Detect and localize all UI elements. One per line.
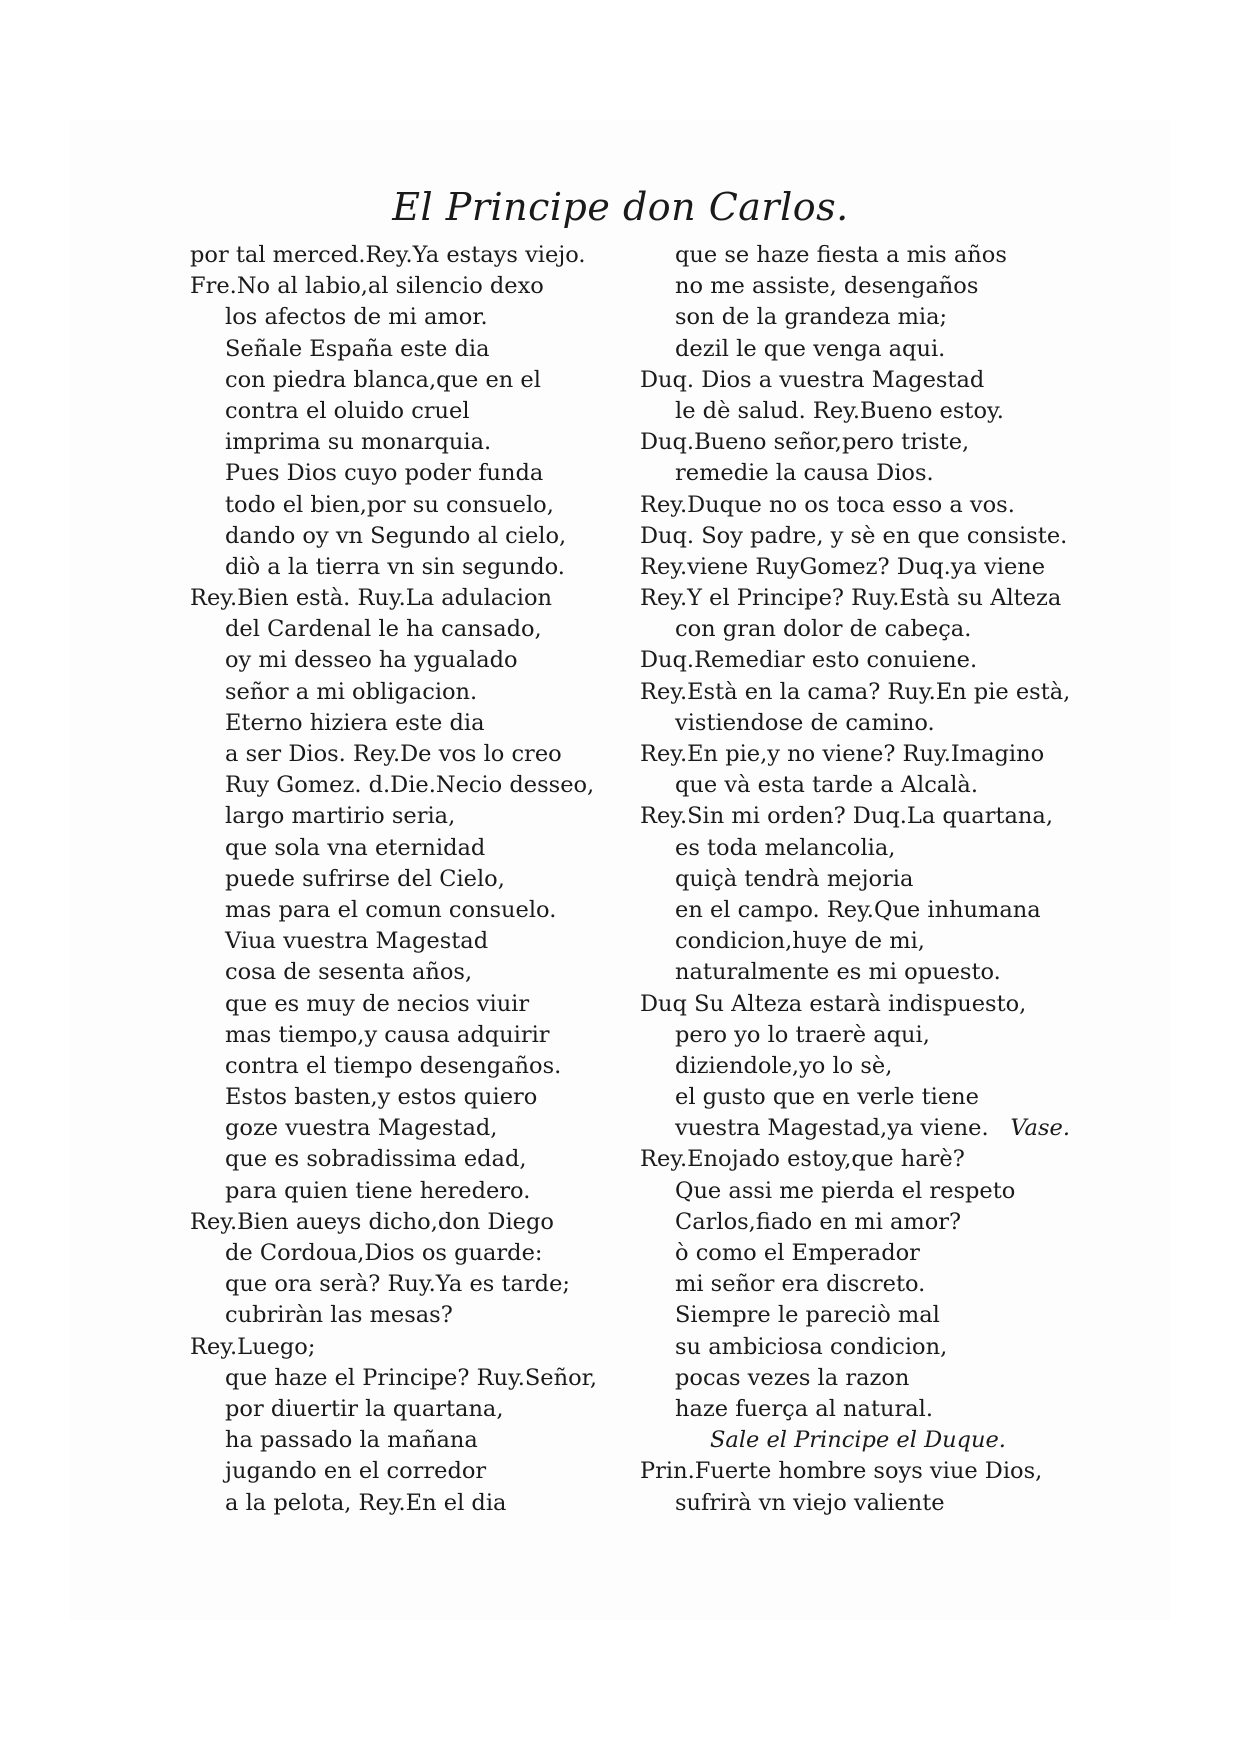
verse-text: Pues Dios cuyo poder funda: [225, 460, 544, 487]
verse-text: Sale el Principe el Duque.: [710, 1427, 1006, 1454]
verse-text: Prin.Fuerte hombre soys viue Dios,: [640, 1458, 1043, 1485]
verse-line: [190, 1394, 620, 1425]
verse-line: [640, 490, 1070, 521]
verse-text: por tal merced.Rey.Ya estays viejo.: [190, 242, 586, 268]
verse-text: naturalmente es mi opuesto.: [675, 959, 1001, 986]
verse-line: [190, 302, 620, 333]
verse-line: [190, 334, 620, 365]
verse-text: todo el bien,por su consuelo,: [225, 491, 554, 518]
verse-text: puede sufrirse del Cielo,: [225, 865, 505, 892]
verse-text: Rey.viene RuyGomez? Duq.ya viene: [640, 553, 1046, 580]
verse-line: [640, 864, 1070, 895]
verse-line: [640, 458, 1070, 489]
verse-line: [640, 957, 1070, 988]
verse-text: vistiendose de camino.: [675, 709, 935, 736]
verse-line: [640, 739, 1070, 770]
verse-line: [190, 1020, 620, 1051]
verse-text: Siempre le pareciò mal: [675, 1302, 940, 1329]
verse-line: [190, 396, 620, 427]
verse-line: [190, 645, 620, 676]
verse-text: Rey.Bien està. Ruy.La adulacion: [190, 585, 553, 612]
verse-line: [190, 1176, 620, 1207]
verse-line: [640, 989, 1070, 1020]
verse-line: [190, 490, 620, 521]
verse-line: [190, 552, 620, 583]
verse-line: [190, 926, 620, 957]
verse-text: vuestra Magestad,ya viene.: [675, 1115, 989, 1142]
verse-text: Rey.Luego;: [190, 1333, 316, 1360]
verse-text: Fre.No al labio,al silencio dexo: [190, 273, 544, 300]
verse-line: [640, 645, 1070, 676]
verse-text: diò a la tierra vn sin segundo.: [225, 553, 565, 580]
verse-text: cosa de sesenta años,: [225, 959, 473, 986]
verse-line: [640, 1332, 1070, 1363]
verse-line: [640, 1269, 1070, 1300]
verse-line: [190, 1082, 620, 1113]
verse-text: imprima su monarquia.: [225, 429, 492, 456]
verse-line: [190, 1300, 620, 1331]
verse-text: a ser Dios. Rey.De vos lo creo: [225, 741, 562, 767]
verse-text: del Cardenal le ha cansado,: [225, 616, 542, 643]
verse-line: [190, 271, 620, 302]
verse-text: que sola vna eternidad: [225, 834, 486, 861]
verse-line: [640, 240, 1070, 271]
verse-line: [190, 833, 620, 864]
verse-text: señor a mi obligacion.: [225, 678, 478, 705]
verse-text: Duq. Soy padre, y sè en que consiste.: [640, 522, 1068, 549]
verse-text: contra el tiempo desengaños.: [225, 1052, 562, 1079]
verse-text: jugando en el corredor: [225, 1458, 487, 1485]
verse-text: Rey.Sin mi orden? Duq.La quartana,: [640, 803, 1053, 830]
verse-line: [190, 521, 620, 552]
verse-text: con piedra blanca,que en el: [225, 366, 541, 393]
verse-line: [640, 708, 1070, 739]
verse-line: [190, 1332, 620, 1363]
verse-line: [640, 1238, 1070, 1269]
verse-line: [190, 427, 620, 458]
verse-line: [190, 614, 620, 645]
verse-line: [640, 521, 1070, 552]
verse-text: en el campo. Rey.Que inhumana: [675, 896, 1041, 923]
verse-text: contra el oluido cruel: [225, 397, 470, 424]
verse-text: que và esta tarde a Alcalà.: [675, 772, 978, 799]
verse-line: [640, 271, 1070, 302]
verse-line: [190, 1113, 620, 1144]
verse-text: son de la grandeza mia;: [675, 304, 948, 331]
verse-text: Duq.Bueno señor,pero triste,: [640, 429, 970, 456]
verse-line: [640, 770, 1070, 801]
verse-text: Ruy Gomez. d.Die.Necio desseo,: [225, 772, 595, 799]
verse-line: [190, 989, 620, 1020]
verse-text: Rey.Enojado estoy,que harè?: [640, 1146, 965, 1173]
verse-text: dezil le que venga aqui.: [675, 335, 946, 362]
verse-text: es toda melancolia,: [675, 834, 896, 861]
verse-text: Rey.Y el Principe? Ruy.Està su Alteza: [640, 585, 1062, 612]
verse-text: Estos basten,y estos quiero: [225, 1084, 538, 1111]
verse-text: haze fuerça al natural.: [675, 1395, 934, 1422]
verse-text: sufrirà vn viejo valiente: [675, 1489, 945, 1516]
verse-line: [640, 1207, 1070, 1238]
verse-text: que es sobradissima edad,: [225, 1146, 527, 1173]
verse-line: [640, 1082, 1070, 1113]
verse-text: Viua vuestra Magestad: [225, 928, 489, 955]
verse-text: pero yo lo traerè aqui,: [675, 1021, 930, 1048]
verse-text: no me assiste, desengaños: [675, 273, 979, 300]
verse-text: mas para el comun consuelo.: [225, 896, 557, 923]
verse-text: que se haze fiesta a mis años: [675, 242, 1007, 268]
verse-text: Carlos,fiado en mi amor?: [675, 1208, 962, 1235]
verse-line: [640, 801, 1070, 832]
verse-text: su ambiciosa condicion,: [675, 1333, 948, 1360]
verse-line: [190, 1488, 620, 1519]
verse-line: [190, 1456, 620, 1487]
verse-text: dando oy vn Segundo al cielo,: [225, 522, 567, 549]
verse-text: ha passado la mañana: [225, 1427, 478, 1454]
verse-text: los afectos de mi amor.: [225, 304, 488, 331]
verse-text: Rey.Està en la cama? Ruy.En pie està,: [640, 678, 1071, 705]
verse-line: [640, 614, 1070, 645]
verse-text: remedie la causa Dios.: [675, 460, 934, 487]
verse-line: [640, 427, 1070, 458]
verse-line: [640, 583, 1070, 614]
verse-line: [190, 1269, 620, 1300]
verse-text: a la pelota, Rey.En el dia: [225, 1489, 507, 1516]
left-column: [190, 240, 620, 1519]
verse-text: Que assi me pierda el respeto: [675, 1177, 1016, 1204]
verse-line: [640, 334, 1070, 365]
verse-line: [190, 708, 620, 739]
verse-line: [640, 1488, 1070, 1519]
verse-text: quiçà tendrà mejoria: [675, 865, 914, 892]
verse-text: el gusto que en verle tiene: [675, 1084, 979, 1111]
verse-line: [640, 833, 1070, 864]
verse-text: que haze el Principe? Ruy.Señor,: [225, 1364, 598, 1391]
verse-line: [640, 1176, 1070, 1207]
verse-line: [640, 396, 1070, 427]
verse-line: [190, 1051, 620, 1082]
verse-text: le dè salud. Rey.Bueno estoy.: [675, 397, 1004, 424]
verse-text: ò como el Emperador: [675, 1240, 920, 1266]
verse-line: [640, 1020, 1070, 1051]
verse-text: pocas vezes la razon: [675, 1364, 910, 1391]
verse-text: para quien tiene heredero.: [225, 1177, 531, 1204]
verse-text: oy mi desseo ha ygualado: [225, 647, 518, 674]
verse-text: goze vuestra Magestad,: [225, 1115, 498, 1142]
verse-line: [640, 1144, 1070, 1175]
verse-line: [190, 365, 620, 396]
verse-line: [190, 801, 620, 832]
verse-line: [190, 864, 620, 895]
verse-line: [640, 895, 1070, 926]
right-column: [640, 240, 1070, 1519]
verse-line: [640, 677, 1070, 708]
verse-text: diziendole,yo lo sè,: [675, 1052, 893, 1079]
verse-text: condicion,huye de mi,: [675, 928, 925, 955]
verse-text: cubriràn las mesas?: [225, 1302, 453, 1329]
verse-text: Duq. Dios a vuestra Magestad: [640, 366, 985, 393]
verse-line: [640, 1394, 1070, 1425]
verse-text: Rey.Duque no os toca esso a vos.: [640, 491, 1015, 518]
verse-text: mas tiempo,y causa adquirir: [225, 1021, 550, 1048]
verse-line: [640, 1051, 1070, 1082]
verse-line: [190, 739, 620, 770]
verse-line: [190, 1144, 620, 1175]
verse-line: [640, 302, 1070, 333]
verse-text: largo martirio seria,: [225, 803, 456, 830]
verse-line: [640, 926, 1070, 957]
verse-line: [640, 1113, 1070, 1144]
verse-line: [640, 1456, 1070, 1487]
verse-line: [190, 240, 620, 271]
verse-text: mi señor era discreto.: [675, 1271, 926, 1298]
verse-line: [190, 770, 620, 801]
verse-text: por diuertir la quartana,: [225, 1395, 504, 1422]
verse-line: [190, 1425, 620, 1456]
verse-line: [190, 1238, 620, 1269]
verse-line: [640, 1425, 1070, 1456]
verse-line: [190, 1363, 620, 1394]
stage-direction-note: Vase.: [1010, 1115, 1070, 1142]
verse-line: [190, 458, 620, 489]
verse-text: Rey.Bien aueys dicho,don Diego: [190, 1208, 554, 1235]
verse-line: [640, 552, 1070, 583]
verse-text: Duq Su Alteza estarà indispuesto,: [640, 990, 1027, 1017]
verse-text: que es muy de necios viuir: [225, 990, 530, 1017]
verse-text: de Cordoua,Dios os guarde:: [225, 1240, 543, 1266]
verse-text: Señale España este dia: [225, 335, 490, 362]
verse-text: Rey.En pie,y no viene? Ruy.Imagino: [640, 741, 1045, 767]
verse-text: con gran dolor de cabeça.: [675, 616, 972, 643]
verse-line: [190, 895, 620, 926]
verse-line: [640, 365, 1070, 396]
page-title: El Principe don Carlos.: [392, 185, 849, 229]
verse-line: [640, 1363, 1070, 1394]
verse-line: [190, 677, 620, 708]
verse-line: [190, 1207, 620, 1238]
verse-line: [640, 1300, 1070, 1331]
verse-text: Duq.Remediar esto conuiene.: [640, 647, 978, 674]
verse-text: Eterno hiziera este dia: [225, 709, 485, 736]
verse-line: [190, 583, 620, 614]
verse-line: [190, 957, 620, 988]
verse-text: que ora serà? Ruy.Ya es tarde;: [225, 1271, 570, 1298]
